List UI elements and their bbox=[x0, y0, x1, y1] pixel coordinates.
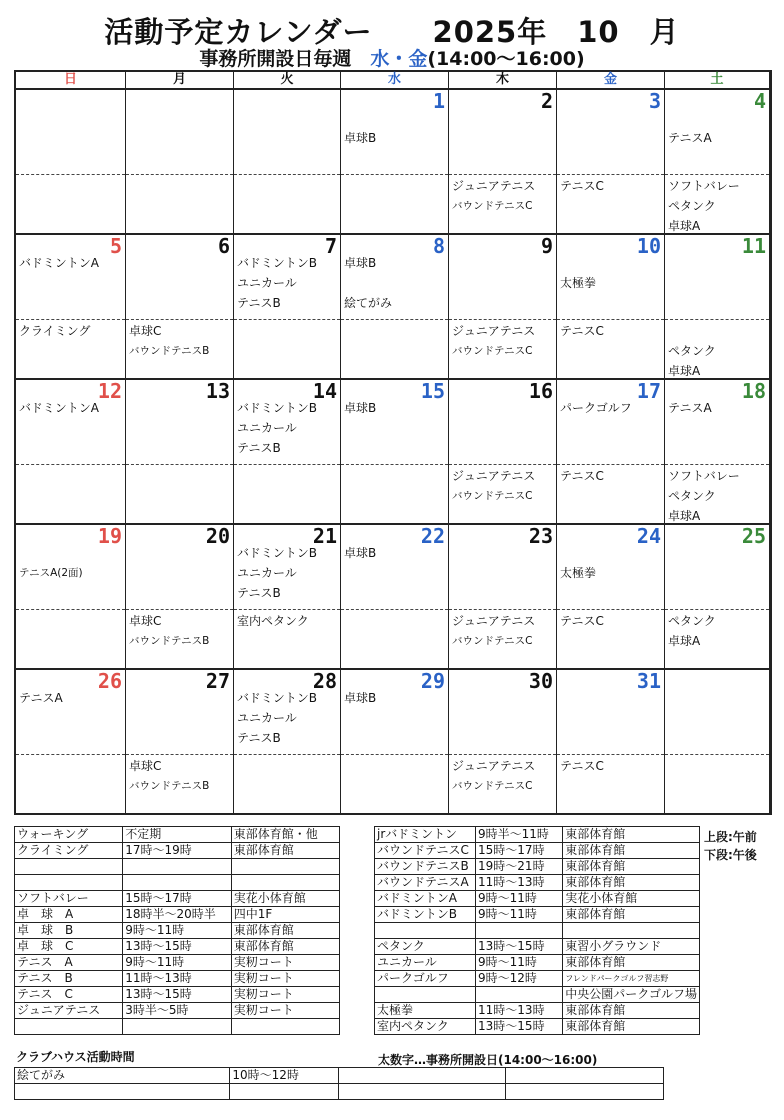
schedule-row bbox=[375, 891, 700, 907]
schedule-cell: 卓 球 A bbox=[15, 907, 123, 923]
day-number: 1 bbox=[432, 89, 445, 113]
schedule-cell: クライミング bbox=[15, 843, 123, 859]
am-event: バドミントンB bbox=[237, 256, 317, 270]
day-number: 8 bbox=[432, 234, 445, 258]
schedule-cell: ジュニアテニス bbox=[15, 1003, 123, 1019]
am-pm-divider bbox=[449, 319, 556, 320]
schedule-row bbox=[15, 843, 340, 859]
schedule-cell bbox=[231, 1019, 339, 1035]
day-cell bbox=[126, 235, 234, 380]
day-cell bbox=[449, 90, 557, 235]
am-event: バドミントンA bbox=[19, 256, 99, 270]
schedule-row bbox=[375, 875, 700, 891]
subtitle-prefix: 事務所開設日毎週 bbox=[199, 48, 352, 70]
schedule-cell: テニス C bbox=[15, 987, 123, 1003]
schedule-row bbox=[15, 875, 340, 891]
schedule-cell: 実籾コート bbox=[231, 955, 339, 971]
calendar-grid bbox=[14, 70, 772, 815]
pm-event: テニスC bbox=[560, 469, 604, 483]
page-subtitle bbox=[0, 44, 784, 71]
day-number: 9 bbox=[540, 234, 553, 258]
day-cell bbox=[126, 90, 234, 235]
schedule-cell: 東習小グラウンド bbox=[563, 939, 700, 955]
weekday-header-5: 金 bbox=[557, 72, 665, 90]
pm-event: ペタンク bbox=[668, 614, 716, 628]
schedule-table-right bbox=[374, 826, 700, 1035]
day-cell bbox=[16, 670, 126, 815]
am-event: バドミントンB bbox=[237, 691, 317, 705]
am-pm-divider bbox=[557, 464, 664, 465]
schedule-cell bbox=[506, 1068, 664, 1084]
day-cell bbox=[126, 525, 234, 670]
schedule-cell: 東部体育館 bbox=[231, 923, 339, 939]
day-number: 28 bbox=[312, 669, 337, 693]
schedule-cell: 9時～11時 bbox=[123, 955, 232, 971]
subtitle-hours: (14:00～16:00) bbox=[427, 48, 585, 70]
schedule-cell: 実籾コート bbox=[231, 971, 339, 987]
am-pm-divider bbox=[126, 754, 233, 755]
am-pm-divider bbox=[341, 464, 448, 465]
day-cell bbox=[16, 380, 126, 525]
schedule-cell: 中央公園パークゴルフ場 bbox=[563, 987, 700, 1003]
am-pm-divider bbox=[449, 754, 556, 755]
schedule-cell: 9時半～11時 bbox=[476, 827, 563, 843]
day-cell bbox=[126, 380, 234, 525]
am-pm-divider bbox=[449, 464, 556, 465]
pm-event: テニスC bbox=[560, 179, 604, 193]
day-number: 16 bbox=[528, 379, 553, 403]
pm-event: クライミング bbox=[19, 324, 91, 338]
day-cell bbox=[341, 90, 449, 235]
am-pm-divider bbox=[341, 174, 448, 175]
am-pm-divider bbox=[449, 609, 556, 610]
schedule-cell bbox=[15, 859, 123, 875]
schedule-cell: 3時半～5時 bbox=[123, 1003, 232, 1019]
am-event: テニスA bbox=[668, 131, 712, 145]
am-event: ユニカール bbox=[237, 421, 297, 435]
weekday-header-2: 火 bbox=[234, 72, 341, 90]
am-event: テニスB bbox=[237, 731, 281, 745]
schedule-table-left bbox=[14, 826, 340, 1035]
day-number: 22 bbox=[420, 524, 445, 548]
day-cell bbox=[665, 235, 770, 380]
day-number: 24 bbox=[636, 524, 661, 548]
pm-event: バウンドテニスB bbox=[129, 635, 210, 647]
day-number: 3 bbox=[648, 89, 661, 113]
am-event: 卓球B bbox=[344, 401, 377, 415]
schedule-cell: 15時～17時 bbox=[123, 891, 232, 907]
am-pm-divider bbox=[234, 754, 340, 755]
day-cell bbox=[665, 525, 770, 670]
schedule-cell: 東部体育館 bbox=[231, 843, 339, 859]
schedule-cell: 17時～19時 bbox=[123, 843, 232, 859]
pm-event: 卓球C bbox=[129, 759, 162, 773]
weekday-header-4: 木 bbox=[449, 72, 557, 90]
day-cell bbox=[665, 670, 770, 815]
schedule-cell: 9時～11時 bbox=[123, 923, 232, 939]
pm-event: テニスC bbox=[560, 759, 604, 773]
am-pm-divider bbox=[665, 319, 769, 320]
schedule-cell bbox=[506, 1084, 664, 1100]
schedule-cell: 東部体育館 bbox=[563, 955, 700, 971]
day-cell bbox=[557, 380, 665, 525]
day-cell bbox=[234, 670, 341, 815]
am-pm-divider bbox=[126, 174, 233, 175]
schedule-cell bbox=[123, 875, 232, 891]
schedule-cell: 11時～13時 bbox=[476, 1003, 563, 1019]
schedule-cell: バウンドテニスC bbox=[375, 843, 476, 859]
schedule-cell: 10時～12時 bbox=[230, 1068, 339, 1084]
day-number: 29 bbox=[420, 669, 445, 693]
am-pm-divider bbox=[234, 174, 340, 175]
schedule-row bbox=[375, 955, 700, 971]
am-event: テニスA(2面) bbox=[19, 567, 83, 579]
schedule-cell bbox=[563, 923, 700, 939]
am-pm-divider bbox=[234, 464, 340, 465]
schedule-cell: 15時～17時 bbox=[476, 843, 563, 859]
schedule-cell: 東部体育館 bbox=[563, 875, 700, 891]
day-number: 12 bbox=[97, 379, 122, 403]
day-cell bbox=[234, 380, 341, 525]
schedule-cell: 東部体育館 bbox=[563, 1019, 700, 1035]
schedule-cell bbox=[15, 875, 123, 891]
schedule-cell: 19時～21時 bbox=[476, 859, 563, 875]
schedule-cell: 13時～15時 bbox=[476, 1019, 563, 1035]
am-event: バドミントンB bbox=[237, 401, 317, 415]
day-number: 2 bbox=[540, 89, 553, 113]
day-number: 21 bbox=[312, 524, 337, 548]
schedule-cell bbox=[339, 1068, 506, 1084]
schedule-cell bbox=[15, 1019, 123, 1035]
schedule-cell: テニス A bbox=[15, 955, 123, 971]
am-pm-divider bbox=[16, 464, 125, 465]
day-number: 13 bbox=[205, 379, 230, 403]
schedule-cell: 13時～15時 bbox=[123, 939, 232, 955]
subtitle-days: 水・金 bbox=[370, 48, 428, 70]
schedule-cell: 卓 球 B bbox=[15, 923, 123, 939]
am-pm-divider bbox=[341, 754, 448, 755]
pm-event: バウンドテニスC bbox=[452, 780, 533, 792]
schedule-cell bbox=[231, 859, 339, 875]
schedule-cell: ウォーキング bbox=[15, 827, 123, 843]
am-event: 卓球B bbox=[344, 691, 377, 705]
day-cell bbox=[449, 380, 557, 525]
day-cell bbox=[557, 90, 665, 235]
pm-event: 卓球A bbox=[668, 509, 701, 523]
schedule-row bbox=[375, 971, 700, 987]
am-pm-divider bbox=[557, 174, 664, 175]
schedule-row bbox=[375, 939, 700, 955]
schedule-row bbox=[15, 827, 340, 843]
day-number: 26 bbox=[97, 669, 122, 693]
page-title: 活動予定カレンダー 2025年 10 月 bbox=[104, 15, 680, 49]
schedule-cell bbox=[339, 1084, 506, 1100]
schedule-cell bbox=[15, 1084, 230, 1100]
schedule-cell: 13時～15時 bbox=[123, 987, 232, 1003]
day-number: 15 bbox=[420, 379, 445, 403]
am-pm-divider bbox=[16, 609, 125, 610]
day-number: 30 bbox=[528, 669, 553, 693]
schedule-cell: 太極拳 bbox=[375, 1003, 476, 1019]
schedule-cell bbox=[123, 1019, 232, 1035]
schedule-row bbox=[15, 1084, 664, 1100]
day-cell bbox=[234, 90, 341, 235]
am-event: 太極拳 bbox=[560, 566, 597, 580]
schedule-cell: バドミントンB bbox=[375, 907, 476, 923]
schedule-row bbox=[375, 923, 700, 939]
schedule-row bbox=[15, 1003, 340, 1019]
schedule-cell bbox=[476, 923, 563, 939]
day-number: 25 bbox=[741, 524, 766, 548]
am-event: 太極拳 bbox=[560, 276, 597, 290]
schedule-cell: 不定期 bbox=[123, 827, 232, 843]
schedule-cell: パークゴルフ bbox=[375, 971, 476, 987]
schedule-row bbox=[375, 1003, 700, 1019]
am-pm-divider bbox=[234, 319, 340, 320]
am-event: 卓球B bbox=[344, 131, 377, 145]
am-event: 絵てがみ bbox=[344, 296, 393, 310]
day-number: 27 bbox=[205, 669, 230, 693]
pm-event: ペタンク bbox=[668, 344, 716, 358]
schedule-cell: ユニカール bbox=[375, 955, 476, 971]
schedule-cell: 東部体育館 bbox=[231, 939, 339, 955]
pm-event: 卓球C bbox=[129, 324, 162, 338]
day-number: 4 bbox=[753, 89, 766, 113]
day-number: 7 bbox=[324, 234, 337, 258]
am-event: 卓球B bbox=[344, 256, 377, 270]
schedule-cell: 実花小体育館 bbox=[231, 891, 339, 907]
day-cell bbox=[126, 670, 234, 815]
day-cell bbox=[341, 235, 449, 380]
am-event: バドミントンA bbox=[19, 401, 99, 415]
schedule-row bbox=[15, 939, 340, 955]
schedule-cell: 東部体育館 bbox=[563, 859, 700, 875]
clubhouse-table bbox=[14, 1067, 664, 1100]
schedule-cell: 実籾コート bbox=[231, 987, 339, 1003]
pm-event: 室内ペタンク bbox=[237, 614, 309, 628]
am-event: 卓球B bbox=[344, 546, 377, 560]
schedule-row bbox=[375, 1019, 700, 1035]
am-event: テニスB bbox=[237, 586, 281, 600]
am-event: テニスB bbox=[237, 296, 281, 310]
pm-event: ジュニアテニス bbox=[452, 324, 536, 338]
office-note: 太数字…事務所開設日(14:00～16:00) bbox=[378, 1053, 598, 1067]
pm-event: ペタンク bbox=[668, 489, 716, 503]
schedule-cell bbox=[123, 859, 232, 875]
schedule-cell: 東部体育館 bbox=[563, 1003, 700, 1019]
schedule-row bbox=[15, 907, 340, 923]
schedule-cell: 東部体育館 bbox=[563, 843, 700, 859]
am-pm-divider bbox=[665, 464, 769, 465]
weekday-header-0: 日 bbox=[16, 72, 126, 90]
pm-event: ジュニアテニス bbox=[452, 179, 536, 193]
pm-event: 卓球A bbox=[668, 364, 701, 378]
schedule-row bbox=[375, 827, 700, 843]
day-number: 10 bbox=[636, 234, 661, 258]
schedule-cell: 東部体育館 bbox=[563, 827, 700, 843]
day-number: 17 bbox=[636, 379, 661, 403]
schedule-cell: 9時～11時 bbox=[476, 907, 563, 923]
day-number: 31 bbox=[636, 669, 661, 693]
schedule-cell: 9時～11時 bbox=[476, 955, 563, 971]
pm-event: ジュニアテニス bbox=[452, 759, 536, 773]
schedule-cell bbox=[476, 987, 563, 1003]
schedule-cell: テニス B bbox=[15, 971, 123, 987]
clubhouse-title: クラブハウス活動時間 bbox=[16, 1050, 135, 1064]
schedule-row bbox=[15, 1019, 340, 1035]
day-cell bbox=[234, 525, 341, 670]
schedule-cell bbox=[375, 923, 476, 939]
day-cell bbox=[234, 235, 341, 380]
day-cell bbox=[449, 525, 557, 670]
schedule-cell: 実籾コート bbox=[231, 1003, 339, 1019]
am-pm-divider bbox=[449, 174, 556, 175]
schedule-cell: 室内ペタンク bbox=[375, 1019, 476, 1035]
am-pm-divider bbox=[234, 609, 340, 610]
am-event: テニスB bbox=[237, 441, 281, 455]
schedule-row bbox=[375, 859, 700, 875]
am-event: ユニカール bbox=[237, 711, 297, 725]
schedule-cell: ペタンク bbox=[375, 939, 476, 955]
schedule-row bbox=[375, 907, 700, 923]
am-pm-divider bbox=[126, 319, 233, 320]
pm-event: バウンドテニスB bbox=[129, 780, 210, 792]
day-number: 5 bbox=[109, 234, 122, 258]
am-event: ユニカール bbox=[237, 276, 297, 290]
schedule-cell: バウンドテニスB bbox=[375, 859, 476, 875]
day-cell bbox=[449, 235, 557, 380]
pm-event: 卓球A bbox=[668, 634, 701, 648]
schedule-cell: 9時～12時 bbox=[476, 971, 563, 987]
weekday-header-6: 土 bbox=[665, 72, 770, 90]
day-number: 6 bbox=[217, 234, 230, 258]
day-cell bbox=[557, 525, 665, 670]
day-cell bbox=[16, 90, 126, 235]
pm-event: ソフトバレー bbox=[668, 179, 740, 193]
day-cell bbox=[16, 525, 126, 670]
day-cell bbox=[557, 670, 665, 815]
pm-event: ジュニアテニス bbox=[452, 469, 536, 483]
am-pm-divider bbox=[341, 609, 448, 610]
day-number: 20 bbox=[205, 524, 230, 548]
pm-event: 卓球C bbox=[129, 614, 162, 628]
pm-event: バウンドテニスC bbox=[452, 490, 533, 502]
schedule-cell: 18時半～20時半 bbox=[123, 907, 232, 923]
schedule-cell: jrバドミントン bbox=[375, 827, 476, 843]
schedule-cell bbox=[375, 987, 476, 1003]
day-number: 19 bbox=[97, 524, 122, 548]
schedule-cell: ソフトバレー bbox=[15, 891, 123, 907]
day-cell bbox=[341, 670, 449, 815]
schedule-cell bbox=[231, 875, 339, 891]
weekday-header-3: 水 bbox=[341, 72, 449, 90]
day-number: 14 bbox=[312, 379, 337, 403]
day-cell bbox=[341, 380, 449, 525]
am-pm-divider bbox=[557, 319, 664, 320]
schedule-cell: 実花小体育館 bbox=[563, 891, 700, 907]
am-pm-divider bbox=[126, 609, 233, 610]
am-event: ユニカール bbox=[237, 566, 297, 580]
am-pm-divider bbox=[16, 319, 125, 320]
schedule-cell: バドミントンA bbox=[375, 891, 476, 907]
pm-event: ソフトバレー bbox=[668, 469, 740, 483]
pm-event: 卓球A bbox=[668, 219, 701, 233]
schedule-row bbox=[375, 987, 700, 1003]
schedule-row bbox=[15, 987, 340, 1003]
pm-event: ジュニアテニス bbox=[452, 614, 536, 628]
day-cell bbox=[665, 380, 770, 525]
pm-event: バウンドテニスC bbox=[452, 200, 533, 212]
am-pm-divider bbox=[16, 754, 125, 755]
am-pm-divider bbox=[557, 609, 664, 610]
schedule-cell: 13時～15時 bbox=[476, 939, 563, 955]
am-event: テニスA bbox=[19, 691, 63, 705]
day-cell bbox=[449, 670, 557, 815]
am-event: バドミントンB bbox=[237, 546, 317, 560]
am-pm-divider bbox=[16, 174, 125, 175]
pm-event: バウンドテニスC bbox=[452, 635, 533, 647]
day-cell bbox=[16, 235, 126, 380]
schedule-cell: フレンドパークゴルフ習志野 bbox=[563, 971, 700, 987]
schedule-cell: 11時～13時 bbox=[476, 875, 563, 891]
legend-pm: 下段:午後 bbox=[704, 848, 757, 862]
schedule-row bbox=[15, 859, 340, 875]
am-pm-divider bbox=[665, 174, 769, 175]
pm-event: ペタンク bbox=[668, 199, 716, 213]
schedule-cell: 四中1F bbox=[231, 907, 339, 923]
schedule-cell: 東部体育館 bbox=[563, 907, 700, 923]
schedule-cell: バウンドテニスA bbox=[375, 875, 476, 891]
day-cell bbox=[557, 235, 665, 380]
legend-am: 上段:午前 bbox=[704, 830, 757, 844]
schedule-cell: 9時～11時 bbox=[476, 891, 563, 907]
schedule-row bbox=[15, 923, 340, 939]
schedule-row bbox=[15, 891, 340, 907]
schedule-cell: 卓 球 C bbox=[15, 939, 123, 955]
schedule-cell bbox=[230, 1084, 339, 1100]
pm-event: バウンドテニスC bbox=[452, 345, 533, 357]
day-number: 23 bbox=[528, 524, 553, 548]
am-event: パークゴルフ bbox=[560, 401, 632, 415]
day-number: 11 bbox=[741, 234, 766, 258]
weekday-header-1: 月 bbox=[126, 72, 234, 90]
schedule-cell: 東部体育館・他 bbox=[231, 827, 339, 843]
pm-event: テニスC bbox=[560, 324, 604, 338]
day-number: 18 bbox=[741, 379, 766, 403]
schedule-row bbox=[15, 1068, 664, 1084]
am-pm-divider bbox=[341, 319, 448, 320]
pm-event: テニスC bbox=[560, 614, 604, 628]
am-event: テニスA bbox=[668, 401, 712, 415]
schedule-row bbox=[15, 955, 340, 971]
schedule-row bbox=[375, 843, 700, 859]
schedule-cell: 絵てがみ bbox=[15, 1068, 230, 1084]
schedule-row bbox=[15, 971, 340, 987]
day-cell bbox=[665, 90, 770, 235]
pm-event: バウンドテニスB bbox=[129, 345, 210, 357]
am-pm-divider bbox=[665, 754, 769, 755]
am-pm-divider bbox=[557, 754, 664, 755]
schedule-cell: 11時～13時 bbox=[123, 971, 232, 987]
am-pm-divider bbox=[665, 609, 769, 610]
day-cell bbox=[341, 525, 449, 670]
am-pm-divider bbox=[126, 464, 233, 465]
